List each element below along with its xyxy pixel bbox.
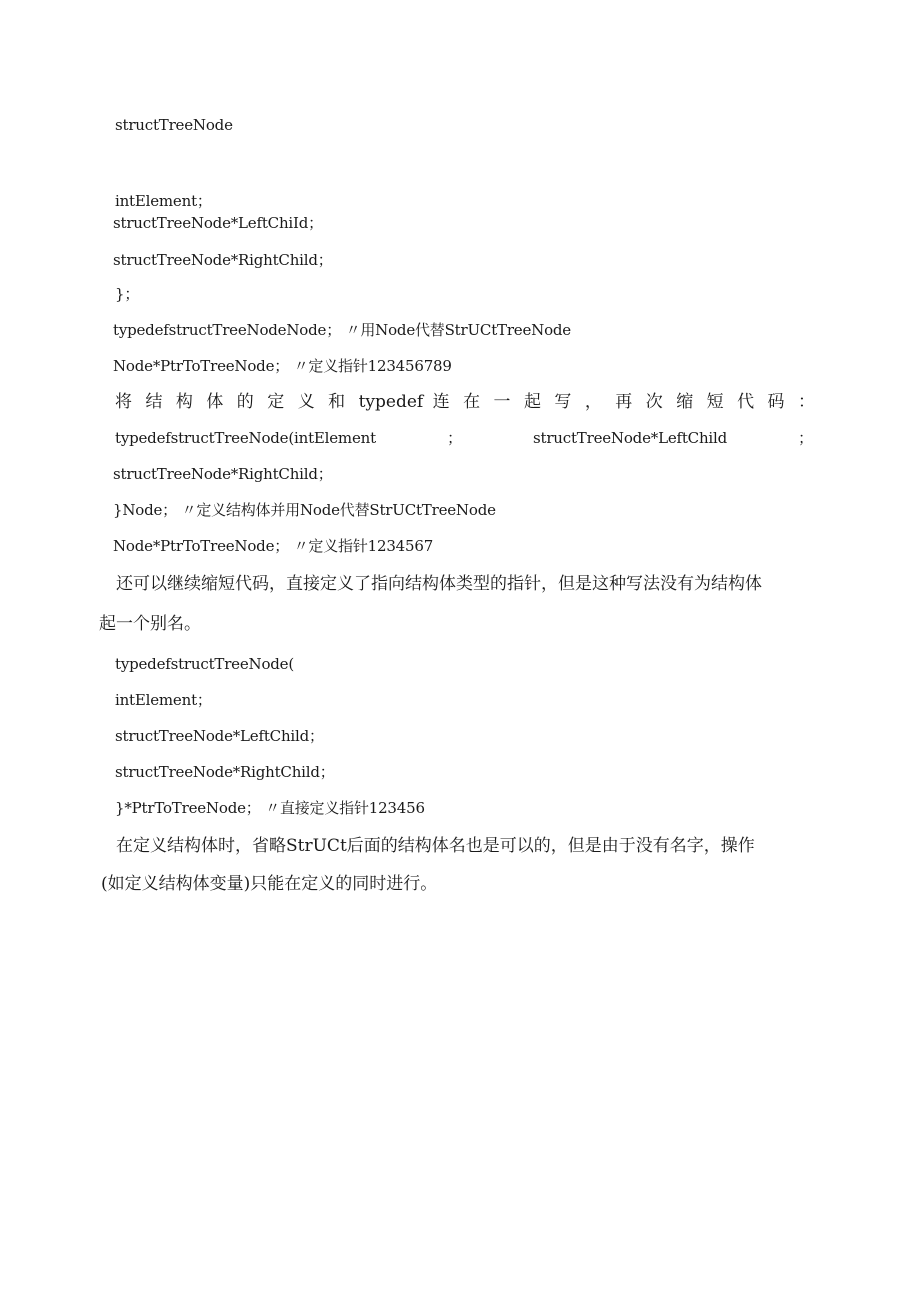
code-fragment-left-child: structTreeNode*LeftChild bbox=[533, 429, 728, 447]
code-line-pointer-def-2: Node*PtrToTreeNode； 〃定义指针1234567 bbox=[113, 537, 434, 555]
code-line-left-child-3: structTreeNode*LeftChild； bbox=[115, 727, 324, 745]
paragraph-combine-typedef: 将 结 构 体 的 定 义 和 typedef 连 在 一 起 写 ， 再 次 缩 短 代 码 ： bbox=[115, 392, 815, 412]
code-line-typedef-node: typedefstructTreeNodeNode； 〃用Node代替StrUCtTreeNode bbox=[113, 321, 571, 339]
paragraph-shorten-code-line2: 起一个别名。 bbox=[99, 614, 201, 634]
code-line-node-close: }Node； 〃定义结构体并用Node代替StrUCtTreeNode bbox=[113, 501, 496, 519]
code-line-right-child: structTreeNode*RightChild； bbox=[113, 251, 333, 269]
code-line-pointer-def: Node*PtrToTreeNode； 〃定义指针123456789 bbox=[113, 357, 452, 375]
code-line-typedef-struct-inline bbox=[115, 428, 813, 448]
paragraph-omit-struct-name-line1: 在定义结构体时，省略StrUCt后面的结构体名也是可以的，但是由于没有名字，操作 bbox=[116, 836, 755, 856]
code-line-right-child-3: structTreeNode*RightChild； bbox=[115, 763, 335, 781]
code-line-struct-header: structTreeNode bbox=[115, 116, 233, 134]
code-fragment-typedef-int-element: typedefstructTreeNode(intElement bbox=[115, 429, 376, 447]
code-line-int-element: intElement； bbox=[115, 192, 212, 210]
code-fragment-semicolon: ； bbox=[447, 429, 462, 447]
paragraph-omit-struct-name-line2: (如定义结构体变量)只能在定义的同时进行。 bbox=[101, 874, 438, 894]
code-line-int-element-2: intElement； bbox=[115, 691, 212, 709]
code-line-pointer-typedef: }*PtrToTreeNode； 〃直接定义指针123456 bbox=[115, 799, 425, 817]
code-fragment-semicolon: ； bbox=[798, 429, 813, 447]
code-line-left-child: structTreeNode*LeftChiId； bbox=[113, 214, 323, 232]
code-line-typedef-struct-open: typedefstructTreeNode( bbox=[115, 655, 295, 673]
paragraph-shorten-code-line1: 还可以继续缩短代码，直接定义了指向结构体类型的指针，但是这种写法没有为结构体 bbox=[116, 574, 762, 594]
code-line-right-child-2: structTreeNode*RightChild； bbox=[113, 465, 333, 483]
code-line-close-brace: }； bbox=[115, 285, 140, 303]
